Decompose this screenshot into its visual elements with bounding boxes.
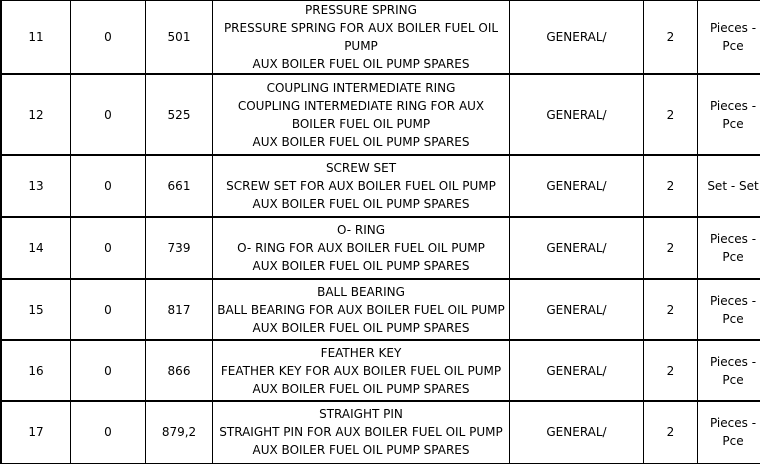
revision-cell: 0 <box>71 74 146 155</box>
part-title: O- RING <box>336 223 386 237</box>
quantity-cell: 2 <box>644 74 698 155</box>
description-cell <box>213 217 510 279</box>
part-group: AUX BOILER FUEL OIL PUMP SPARES <box>252 381 470 396</box>
quantity-cell: 2 <box>644 217 698 279</box>
unit-cell <box>698 217 760 279</box>
part-title: COUPLING INTERMEDIATE RING <box>266 80 456 95</box>
unit-line-1: Pieces - <box>709 232 757 246</box>
unit-cell <box>698 401 760 463</box>
revision-cell: 0 <box>71 217 146 279</box>
table-row <box>1 1 760 75</box>
item-number-cell: 14 <box>1 217 71 279</box>
unit-line-2: Pce <box>722 250 744 264</box>
unit-line-2: Pce <box>722 434 744 449</box>
part-detail: STRAIGHT PIN FOR AUX BOILER FUEL OIL PUMP <box>219 425 503 440</box>
quantity-cell: 2 <box>644 279 698 340</box>
reference-cell: 817 <box>146 279 213 340</box>
part-group: AUX BOILER FUEL OIL PUMP SPARES <box>252 259 470 273</box>
part-group: AUX BOILER FUEL OIL PUMP SPARES <box>252 197 470 211</box>
unit-cell <box>698 279 760 340</box>
table-row <box>1 217 760 279</box>
description-cell <box>213 401 510 463</box>
item-number-cell: 15 <box>1 279 71 340</box>
item-number-cell: 17 <box>1 401 71 463</box>
unit-line-1: Set - Set <box>707 179 759 193</box>
part-group: AUX BOILER FUEL OIL PUMP SPARES <box>252 443 470 458</box>
unit-line-1: Pieces - <box>709 293 757 308</box>
category-cell: GENERAL/ <box>510 1 644 75</box>
category-cell: GENERAL/ <box>510 155 644 217</box>
quantity-cell: 2 <box>644 1 698 75</box>
unit-line-2: Pce <box>722 311 744 326</box>
revision-cell: 0 <box>71 155 146 217</box>
reference-cell: 739 <box>146 217 213 279</box>
quantity-cell: 2 <box>644 340 698 401</box>
part-title: BALL BEARING <box>317 284 405 299</box>
description-cell <box>213 340 510 401</box>
table-row <box>1 155 760 217</box>
table-row <box>1 74 760 155</box>
description-cell <box>213 74 510 155</box>
unit-cell <box>698 340 760 401</box>
unit-line-2: Pce <box>722 116 744 131</box>
category-cell: GENERAL/ <box>510 340 644 401</box>
category-cell: GENERAL/ <box>510 217 644 279</box>
table-row <box>1 279 760 340</box>
part-detail: SCREW SET FOR AUX BOILER FUEL OIL PUMP <box>226 179 496 193</box>
item-number-cell: 16 <box>1 340 71 401</box>
part-title: PRESSURE SPRING <box>305 3 417 17</box>
unit-line-2: Pce <box>722 39 744 53</box>
part-detail: COUPLING INTERMEDIATE RING FOR AUX BOILER FUEL OIL PUMP <box>237 98 485 131</box>
reference-cell: 866 <box>146 340 213 401</box>
revision-cell: 0 <box>71 279 146 340</box>
part-title: SCREW SET <box>325 161 397 175</box>
reference-cell: 501 <box>146 1 213 75</box>
item-number-cell: 12 <box>1 74 71 155</box>
unit-line-1: Pieces - <box>709 98 757 113</box>
part-detail: BALL BEARING FOR AUX BOILER FUEL OIL PUMP <box>217 302 505 317</box>
table-row <box>1 401 760 463</box>
revision-cell: 0 <box>71 340 146 401</box>
part-detail: O- RING FOR AUX BOILER FUEL OIL PUMP <box>237 241 485 255</box>
part-group: AUX BOILER FUEL OIL PUMP SPARES <box>252 320 470 335</box>
revision-cell: 0 <box>71 1 146 75</box>
unit-cell <box>698 74 760 155</box>
part-group: AUX BOILER FUEL OIL PUMP SPARES <box>252 134 470 149</box>
description-cell <box>213 155 510 217</box>
item-number-cell: 13 <box>1 155 71 217</box>
part-group: AUX BOILER FUEL OIL PUMP SPARES <box>252 57 470 71</box>
reference-cell: 661 <box>146 155 213 217</box>
description-cell <box>213 279 510 340</box>
reference-cell: 525 <box>146 74 213 155</box>
quantity-cell: 2 <box>644 401 698 463</box>
revision-cell: 0 <box>71 401 146 463</box>
part-title: STRAIGHT PIN <box>319 407 403 422</box>
reference-cell: 879,2 <box>146 401 213 463</box>
unit-line-1: Pieces - <box>709 416 757 431</box>
part-detail: FEATHER KEY FOR AUX BOILER FUEL OIL PUMP <box>220 363 502 378</box>
category-cell: GENERAL/ <box>510 279 644 340</box>
quantity-cell: 2 <box>644 155 698 217</box>
table-row <box>1 340 760 401</box>
unit-line-1: Pieces - <box>709 21 757 35</box>
unit-line-1: Pieces - <box>709 354 757 369</box>
category-cell: GENERAL/ <box>510 401 644 463</box>
part-title: FEATHER KEY <box>320 345 402 360</box>
unit-cell <box>698 1 760 75</box>
unit-line-2: Pce <box>722 372 744 387</box>
part-detail: PRESSURE SPRING FOR AUX BOILER FUEL OIL PUMP <box>223 21 499 53</box>
category-cell: GENERAL/ <box>510 74 644 155</box>
item-number-cell: 11 <box>1 1 71 75</box>
unit-cell <box>698 155 760 217</box>
table-body <box>1 1 760 464</box>
description-cell <box>213 1 510 75</box>
